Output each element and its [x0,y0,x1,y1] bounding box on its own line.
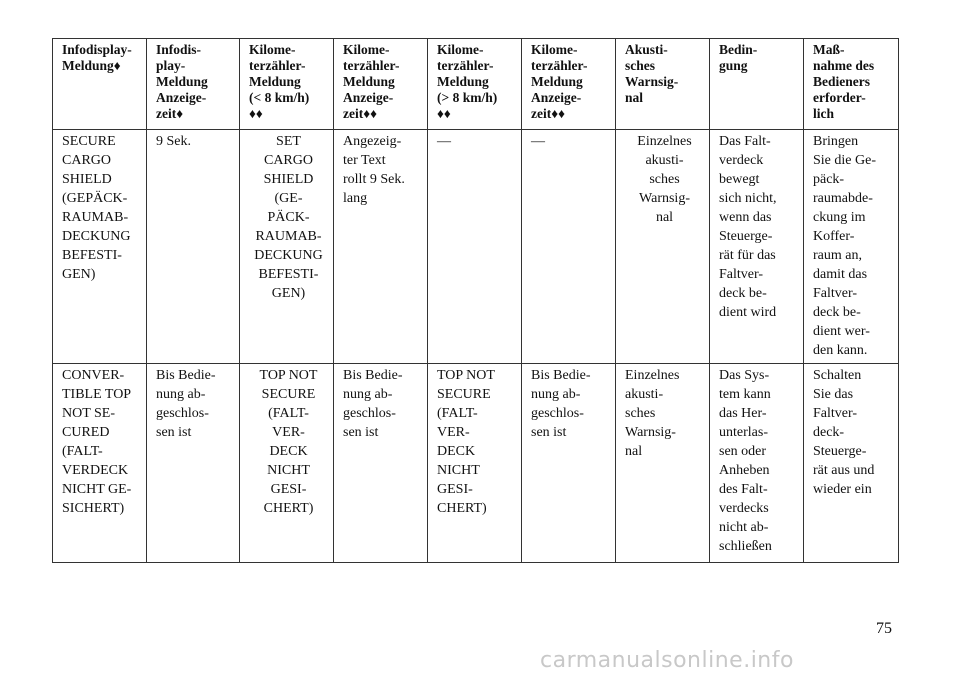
header-odometer-message-slow: Kilome- terzähler- Meldung (< 8 km/h) ♦♦ [240,39,334,130]
header-odometer-message-fast: Kilome- terzähler- Meldung (> 8 km/h) ♦♦ [428,39,522,130]
table-cell: Das Sys- tem kann das Her- unterlas- sen oder Anheben des Falt- verdecks nicht ab- schließen [710,364,804,563]
table-row [53,364,899,563]
table-cell: Bis Bedie- nung ab- geschlos- sen ist [522,364,616,563]
table-cell: Schalten Sie das Faltver- deck- Steuerge- rät aus und wieder ein [804,364,899,563]
header-odometer-display-time-1: Kilome- terzähler- Meldung Anzeige- zeit♦♦ [334,39,428,130]
header-infodisplay-display-time: Infodis- play- Meldung Anzeige- zeit♦ [147,39,240,130]
header-operator-action: Maß- nahme des Bedieners erforder- lich [804,39,899,130]
table-cell: TOP NOT SECURE (FALT- VER- DECK NICHT GESI- CHERT) [240,364,334,563]
table-cell: Angezeig- ter Text rollt 9 Sek. lang [334,130,428,364]
table-cell: SECURE CARGO SHIELD (GEPÄCK- RAUMAB- DECKUNG BEFESTI- GEN) [53,130,147,364]
table-cell: CONVER- TIBLE TOP NOT SE- CURED (FALT- VERDECK NICHT GE- SICHERT) [53,364,147,563]
header-acoustic-signal: Akusti- sches Warnsig- nal [616,39,710,130]
table-cell: TOP NOT SECURE (FALT- VER- DECK NICHT GESI- CHERT) [428,364,522,563]
header-condition: Bedin- gung [710,39,804,130]
table-cell: Bis Bedie- nung ab- geschlos- sen ist [334,364,428,563]
table-cell: — [522,130,616,364]
table-cell: Das Falt- verdeck bewegt sich nicht, wenn das Steuerge- rät für das Faltver- deck be- dient wird [710,130,804,364]
table-cell: — [428,130,522,364]
table-row [53,130,899,364]
table-header-row [53,39,899,130]
watermark: carmanualsonline.info [540,648,794,673]
table-cell: Bis Bedie- nung ab- geschlos- sen ist [147,364,240,563]
header-odometer-display-time-2: Kilome- terzähler- Meldung Anzeige- zeit♦♦ [522,39,616,130]
table-cell: Bringen Sie die Ge- päck- raumabde- ckung im Koffer- raum an, damit das Faltver- deck be- dient wer- den kann. [804,130,899,364]
message-table [52,38,899,563]
table-cell: Einzelnes akusti- sches Warnsig- nal [616,364,710,563]
table-cell: SET CARGO SHIELD (GE- PÄCK- RAUMAB- DECKUNG BEFESTI- GEN) [240,130,334,364]
table-cell: Einzelnes akusti- sches Warnsig- nal [616,130,710,364]
table-cell: 9 Sek. [147,130,240,364]
header-infodisplay-message: Infodisplay- Meldung♦ [53,39,147,130]
page-number: 75 [876,620,892,637]
